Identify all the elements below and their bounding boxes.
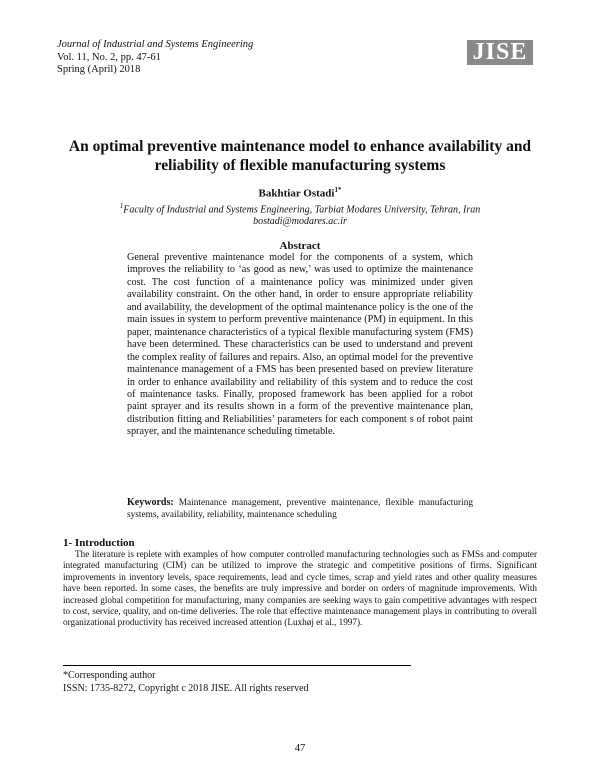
journal-name: Journal of Industrial and Systems Engineering — [57, 39, 254, 50]
author-email: bostadi@modares.ac.ir — [253, 216, 347, 228]
keywords-text: Maintenance management, preventive maintenance, flexible manufacturing systems, availability, reliability, maintenance scheduling — [127, 498, 473, 520]
affiliation-mark: 1 — [119, 202, 124, 210]
keywords-label: Keywords: — [127, 497, 174, 508]
author-marks: 1* — [334, 186, 342, 194]
keywords — [127, 497, 473, 521]
section-heading-introduction: 1- Introduction — [63, 537, 135, 549]
journal-volume: Vol. 11, No. 2, pp. 47-61 — [57, 51, 161, 63]
journal-header — [57, 39, 357, 77]
abstract-heading: Abstract — [279, 240, 321, 252]
abstract-text: General preventive maintenance model for the components of a system, which improves the reliability to ‘as good as new,’ was used to optimize the maintenance cost. The cost function of a maintenance policy was minimized under given availability constraint. On the other hand, in order to ensure appropriate reliability and availability, the development of the optimal maintenance policy is the one of the main issues in system to perform preventive maintenance (PM) in equipment. In this paper, maintenance characteristics of a typical flexible manufacturing system (FMS) have been determined. These characteristics can be used to understand and prevent the complex reality of failures and repairs. Also, an optimal model for the preventive maintenance management of a FMS has been presented based on preview literature in order to enhance availability and reliability of this system and to reduce the cost of maintenance tasks. Finally, proposed framework has been applied for a robot paint sprayer and its results shown in a form of the preventive maintenance plan, distribution fitting and Reliabilities’ parameters for each component s of robot paint sprayer, and the maintenance scheduling timetable. — [127, 252, 473, 438]
paper-title: An optimal preventive maintenance model to enhance availability and reliability of flexible manufacturing systems — [68, 138, 532, 174]
corresponding-author-note: *Corresponding author — [63, 670, 156, 681]
author-line — [60, 186, 540, 200]
author-name: Bakhtiar Ostadi — [258, 187, 335, 200]
affiliation — [60, 200, 540, 228]
issn-copyright: ISSN: 1735-8272, Copyright c 2018 JISE. All rights reserved — [63, 682, 309, 694]
journal-issue: Spring (April) 2018 — [57, 64, 141, 75]
jise-logo: JISE — [467, 40, 533, 65]
introduction-paragraph: The literature is replete with examples of how computer controlled manufacturing technologies such as FMSs and computer integrated manufacturing (CIM) can be utilized to improve the strategic and competitive positions of firms. Significant improvements in inventory levels, space requirements, lead and cycle times, scrap and yield rates and other quality measures have been reported. In some cases, the benefits are truly impressive and border on orders of magnitude improvements. With increased global competition for manufacturing, many companies are seeking ways to gain competitive advantages with respect to cost, service, quality, and on-time deliveries. The role that effective maintenance management plays in contributing to overall organizational productivity has received increased attention (Luxhøj et al., 1997). — [63, 549, 537, 628]
footnote-divider — [63, 665, 411, 666]
page-number: 47 — [294, 743, 306, 754]
affiliation-text: Faculty of Industrial and Systems Engineering, Tarbiat Modares University, Tehran, Iran — [123, 204, 481, 216]
footnote — [63, 670, 463, 695]
